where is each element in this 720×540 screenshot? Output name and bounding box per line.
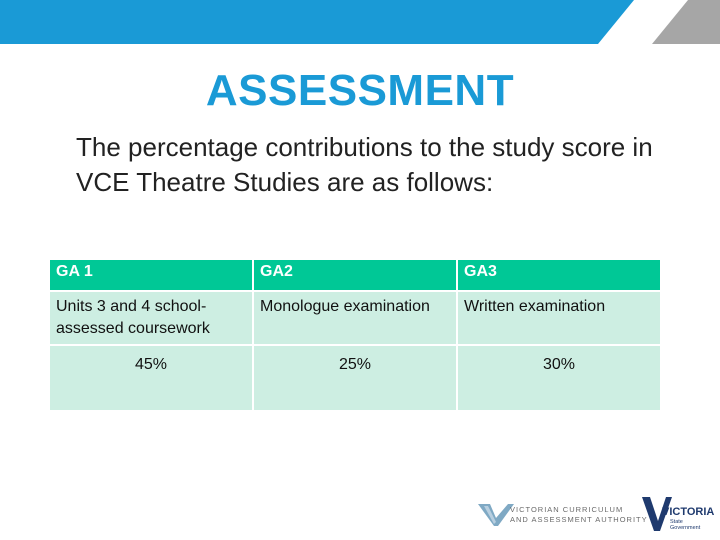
top-banner	[0, 0, 720, 44]
header-ga3: GA3	[457, 259, 661, 291]
cell-ga3-percentage: 30%	[457, 345, 661, 411]
table-row-description	[49, 291, 661, 345]
vcaa-line-2: AND ASSESSMENT AUTHORITY	[510, 515, 648, 524]
header-ga2: GA2	[253, 259, 457, 291]
slide-title: ASSESSMENT	[205, 66, 515, 115]
intro-text: The percentage contributions to the study score in VCE Theatre Studies are as follows:	[76, 132, 653, 197]
table-header-row	[49, 259, 661, 291]
header-ga1: GA 1	[49, 259, 253, 291]
victoria-name: VICTORIA	[662, 506, 715, 518]
victoria-sub-2: Government	[670, 525, 701, 531]
banner-blue-band	[0, 0, 634, 44]
cell-ga1-percentage: 45%	[49, 345, 253, 411]
table-row-percentage	[49, 345, 661, 411]
cell-ga1-description: Units 3 and 4 school-assessed coursework	[49, 291, 253, 345]
victoria-government-logo	[640, 493, 715, 533]
cell-ga3-description: Written examination	[457, 291, 661, 345]
victoria-sub-1: State	[670, 519, 683, 525]
cell-ga2-percentage: 25%	[253, 345, 457, 411]
vcaa-line-1: VICTORIAN CURRICULUM	[510, 505, 624, 514]
cell-ga2-description: Monologue examination	[253, 291, 457, 345]
vcaa-logo	[478, 498, 648, 528]
assessment-table	[48, 258, 662, 412]
vcaa-chevron-icon	[478, 504, 514, 526]
banner-grey-band	[652, 0, 720, 44]
